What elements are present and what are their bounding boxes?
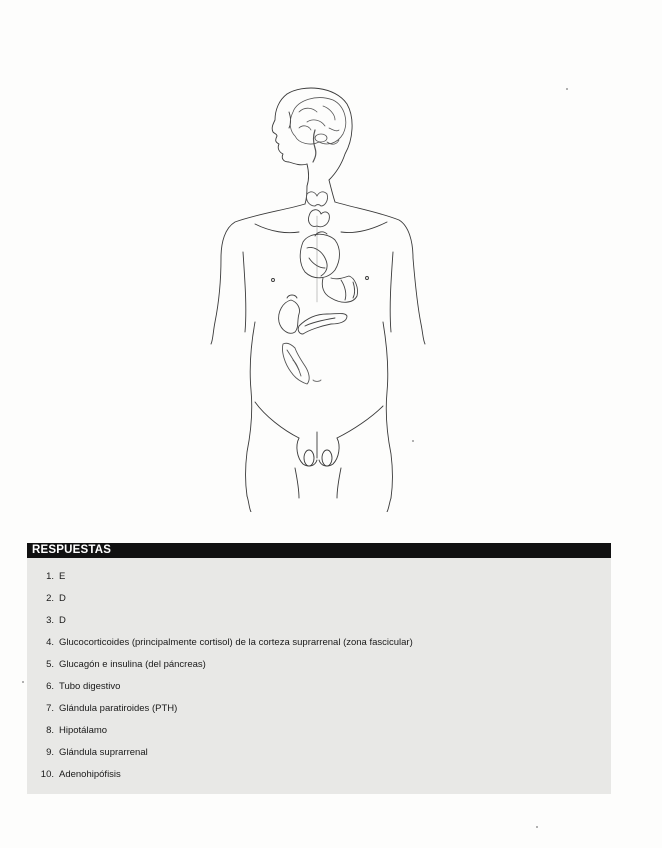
answer-item (27, 632, 611, 654)
answer-item (27, 588, 611, 610)
answers-body (27, 558, 611, 794)
answer-item (27, 566, 611, 588)
answer-number: 1. (46, 571, 54, 582)
page-speck (412, 440, 414, 442)
answer-item (27, 764, 611, 786)
thyroid (306, 192, 327, 206)
answer-item (27, 676, 611, 698)
page-speck (566, 88, 568, 90)
answer-text: Glucocorticoides (principalmente cortisol) de la corteza suprarrenal (zona fascicular) (59, 637, 413, 648)
answer-number: 3. (46, 615, 54, 626)
answer-item (27, 654, 611, 676)
answer-number: 6. (46, 681, 54, 692)
answer-text: D (59, 593, 66, 604)
answer-item (27, 698, 611, 720)
page-speck (536, 826, 538, 828)
torso-outline (211, 202, 425, 498)
heart-thymus (300, 210, 339, 278)
answer-item (27, 742, 611, 764)
answer-number: 2. (46, 593, 54, 604)
intestine (282, 343, 309, 384)
endocrine-system-illustration (195, 82, 445, 512)
answer-text: D (59, 615, 66, 626)
answer-number: 9. (46, 747, 54, 758)
answers-panel (27, 543, 611, 794)
answers-header: RESPUESTAS (27, 543, 611, 558)
stomach (322, 276, 357, 302)
answer-item (27, 610, 611, 632)
head-outline (272, 88, 352, 186)
answer-text: E (59, 571, 66, 582)
answer-text: Tubo digestivo (59, 681, 121, 692)
answer-number: 4. (46, 637, 54, 648)
answer-number: 10. (40, 769, 54, 780)
answer-number: 5. (46, 659, 54, 670)
answer-list (27, 566, 611, 786)
answer-text: Hipotálamo (59, 725, 108, 736)
answer-text: Glucagón e insulina (del páncreas) (59, 659, 206, 670)
answer-text: Glándula suprarrenal (59, 747, 148, 758)
answer-item (27, 720, 611, 742)
answer-number: 7. (46, 703, 54, 714)
answer-text: Glándula paratiroides (PTH) (59, 703, 178, 714)
answer-number: 8. (46, 725, 54, 736)
lower-body (247, 402, 391, 512)
answer-text: Adenohipófisis (59, 769, 121, 780)
brain (290, 98, 346, 162)
page-speck (22, 681, 24, 683)
